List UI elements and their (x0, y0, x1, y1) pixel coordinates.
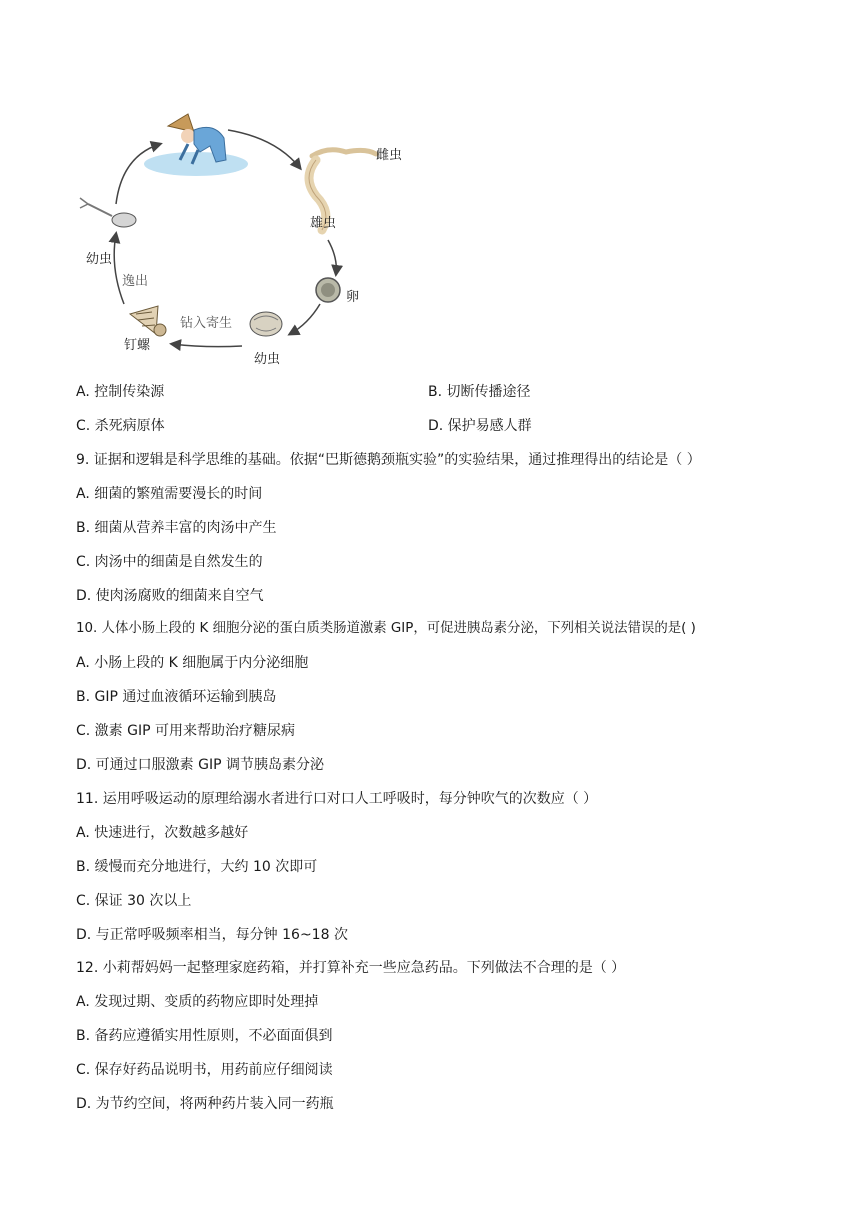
egg-label: 卵 (346, 290, 360, 305)
female-worm-label: 雌虫 (376, 148, 403, 163)
q9-stem: 9. 证据和逻辑是科学思维的基础。依据“巴斯德鹅颈瓶实验”的实验结果，通过推理得出的结论是（ ） (76, 452, 701, 468)
larva-right-label: 幼虫 (254, 352, 281, 367)
arrow-egg-to-larva (290, 304, 320, 334)
snail-label: 钉螺 (124, 338, 151, 353)
q12-option-b: B. 备药应遵循实用性原则，不必面面俱到 (76, 1028, 333, 1044)
q11-option-d: D. 与正常呼吸频率相当，每分钟 16~18 次 (76, 927, 348, 943)
egg-image (316, 278, 340, 302)
escape-label: 逸出 (122, 274, 149, 289)
q11-option-a: A. 快速进行，次数越多越好 (76, 825, 249, 841)
q10-stem: 10. 人体小肠上段的 K 细胞分泌的蛋白质类肠道激素 GIP，可促进胰岛素分泌，下列相关说法错误的是( ) (76, 621, 696, 636)
q10-option-d: D. 可通过口服激素 GIP 调节胰岛素分泌 (76, 757, 325, 773)
q11-option-b: B. 缓慢而充分地进行，大约 10 次即可 (76, 859, 318, 875)
q10-option-b: B. GIP 通过血液循环运输到胰岛 (76, 689, 277, 705)
q11-option-c: C. 保证 30 次以上 (76, 893, 192, 909)
q11-stem: 11. 运用呼吸运动的原理给溺水者进行口对口人工呼吸时，每分钟吹气的次数应（ ） (76, 791, 598, 807)
arrow-larva-to-snail (172, 344, 242, 347)
q8-option-d: D. 保护易感人群 (428, 418, 532, 434)
arrow-cercaria-to-human (116, 144, 160, 204)
larva-left-label: 幼虫 (86, 252, 113, 267)
q9-option-a: A. 细菌的繁殖需要漫长的时间 (76, 486, 263, 502)
miracidium-image (250, 312, 282, 336)
q9-option-c: C. 肉汤中的细菌是自然发生的 (76, 554, 263, 570)
life-cycle-diagram (76, 108, 416, 372)
q8-option-b: B. 切断传播途径 (428, 384, 531, 400)
q8-option-a: A. 控制传染源 (76, 384, 165, 400)
life-cycle-figure (76, 108, 416, 372)
q12-stem: 12. 小莉帮妈妈一起整理家庭药箱，并打算补充一些应急药品。下列做法不合理的是（ ） (76, 960, 626, 976)
q12-option-d: D. 为节约空间，将两种药片装入同一药瓶 (76, 1096, 334, 1112)
bore-parasitize-label: 钻入寄生 (180, 316, 233, 331)
q10-option-a: A. 小肠上段的 K 细胞属于内分泌细胞 (76, 655, 309, 671)
q12-option-a: A. 发现过期、变质的药物应即时处理掉 (76, 994, 319, 1010)
human-in-water-image (144, 114, 248, 176)
q8-option-c: C. 杀死病原体 (76, 418, 165, 434)
arrow-snail-to-cercaria (114, 234, 124, 304)
snail-image (130, 306, 166, 336)
arrow-worms-to-egg (328, 240, 336, 274)
q9-option-b: B. 细菌从营养丰富的肉汤中产生 (76, 520, 277, 536)
q10-option-c: C. 激素 GIP 可用来帮助治疗糖尿病 (76, 723, 295, 739)
q9-option-d: D. 使肉汤腐败的细菌来自空气 (76, 588, 264, 604)
male-worm-label: 雄虫 (310, 216, 337, 231)
q12-option-c: C. 保存好药品说明书，用药前应仔细阅读 (76, 1062, 333, 1078)
cercaria-image (80, 198, 136, 227)
